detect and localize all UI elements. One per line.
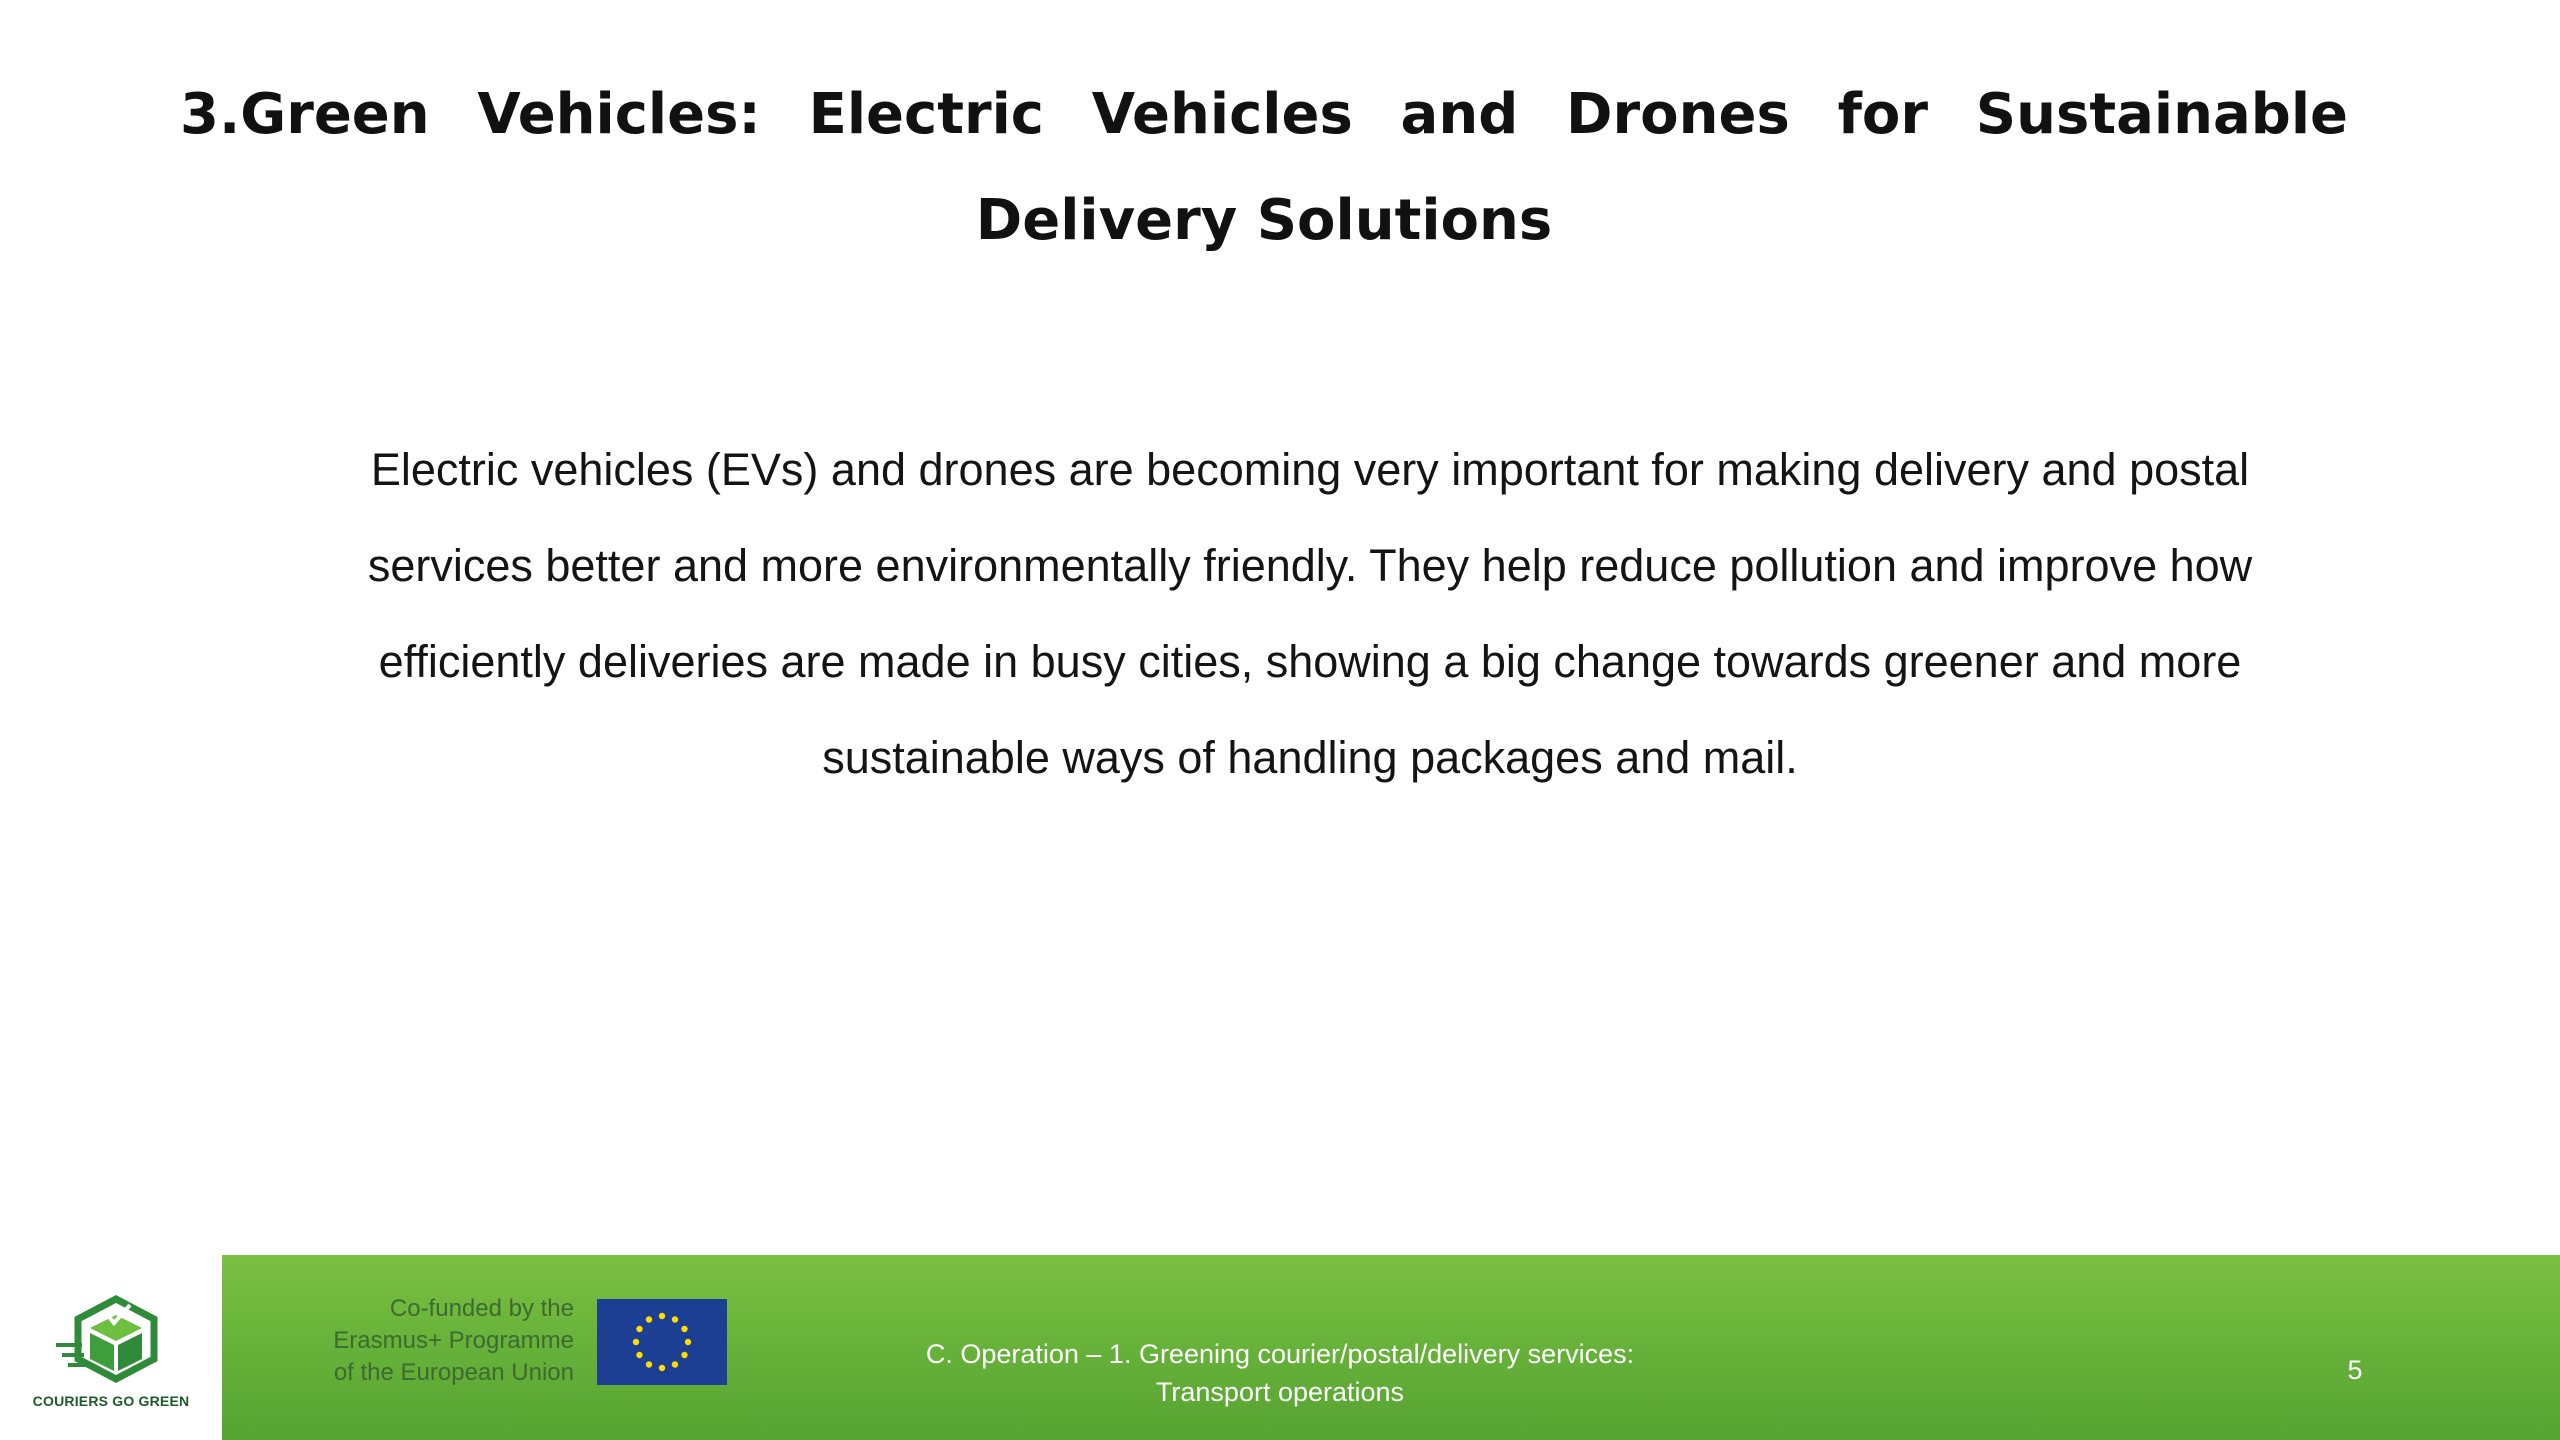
page-number: 5 bbox=[2347, 1355, 2363, 1385]
eu-flag-icon bbox=[597, 1299, 727, 1385]
cofunded-line: Erasmus+ Programme bbox=[333, 1327, 574, 1354]
slide-body-text: Electric vehicles (EVs) and drones are becoming very important for making delivery and postal services better and more environmentally friendly. They help reduce pollution and improve how efficiently deliveries are made in busy cities, showing a big change towards greener and more sustainable ways of handling packages and mail. bbox=[367, 444, 2253, 783]
logo-caption: COURIERS GO GREEN bbox=[32, 1393, 190, 1409]
eu-stars bbox=[597, 1299, 727, 1385]
module-title bbox=[820, 1335, 1740, 1411]
slide-title: 3.Green Vehicles: Electric Vehicles and Drones for Sustainable Delivery Solutions bbox=[180, 82, 2348, 253]
module-title-line: C. Operation – 1. Greening courier/postal/delivery services: bbox=[925, 1339, 1635, 1369]
erasmus-cofunded-text bbox=[248, 1293, 574, 1389]
slide-footer bbox=[0, 1255, 2560, 1440]
cofunded-line: of the European Union bbox=[333, 1359, 574, 1386]
cofunded-line: Co-funded by the bbox=[389, 1295, 574, 1322]
module-title-line: Transport operations bbox=[1155, 1377, 1405, 1407]
couriers-go-green-logo-icon bbox=[54, 1293, 178, 1393]
logo-block bbox=[0, 1255, 222, 1440]
